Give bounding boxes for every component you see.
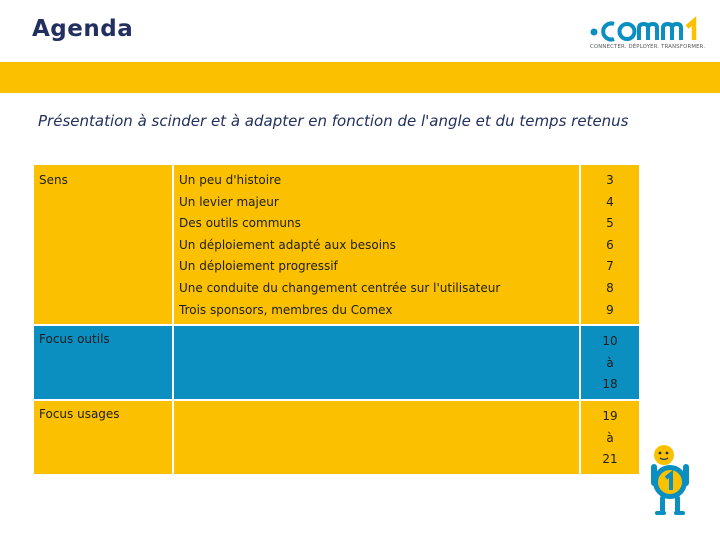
agenda-table bbox=[32, 163, 641, 476]
agenda-item-page: 4 bbox=[606, 194, 614, 209]
agenda-item-page: 7 bbox=[606, 259, 614, 274]
section-label: Focus outils bbox=[33, 325, 173, 400]
page-range-end: 21 bbox=[602, 452, 618, 467]
agenda-item-title: Un peu d'histoire bbox=[179, 173, 282, 187]
agenda-item-title: Un déploiement progressif bbox=[179, 259, 338, 274]
section-label: Sens bbox=[33, 164, 173, 325]
agenda-item-title: Trois sponsors, membres du Comex bbox=[179, 302, 393, 317]
page-range-end: 18 bbox=[602, 377, 618, 392]
page-title: Agenda bbox=[32, 16, 134, 42]
subtitle: Présentation à scinder et à adapter en fonction de l'angle et du temps retenus bbox=[38, 112, 629, 130]
agenda-item-title: Un déploiement adapté aux besoins bbox=[179, 237, 396, 252]
section-pages bbox=[580, 325, 640, 400]
logo-tagline: CONNECTER. DÉPLOYER. TRANSFORMER. bbox=[590, 44, 706, 50]
agenda-item-page: 8 bbox=[606, 280, 614, 295]
page-range-start: 10 bbox=[602, 334, 618, 349]
section-label: Focus usages bbox=[33, 400, 173, 475]
agenda-item-page: 6 bbox=[606, 237, 614, 252]
agenda-item-title: Des outils communs bbox=[179, 216, 301, 231]
section-row bbox=[33, 325, 640, 400]
agenda-item-title: Une conduite du changement centrée sur l'utilisateur bbox=[179, 280, 501, 295]
header-band bbox=[0, 62, 720, 93]
section-pages bbox=[580, 164, 640, 325]
section-pages bbox=[580, 400, 640, 475]
page-range-separator: à bbox=[606, 430, 614, 445]
agenda-item-page: 5 bbox=[606, 216, 614, 231]
section-items bbox=[173, 325, 580, 400]
section-row bbox=[33, 400, 640, 475]
agenda-item-page: 3 bbox=[606, 173, 614, 187]
agenda-item-title: Un levier majeur bbox=[179, 194, 279, 209]
com1-mascot-icon bbox=[644, 442, 696, 516]
section-items bbox=[173, 164, 580, 325]
page-range-start: 19 bbox=[602, 408, 618, 423]
agenda-item-page: 9 bbox=[606, 302, 614, 317]
section-items bbox=[173, 400, 580, 475]
page-range-separator: à bbox=[606, 355, 614, 370]
section-row bbox=[33, 164, 640, 325]
